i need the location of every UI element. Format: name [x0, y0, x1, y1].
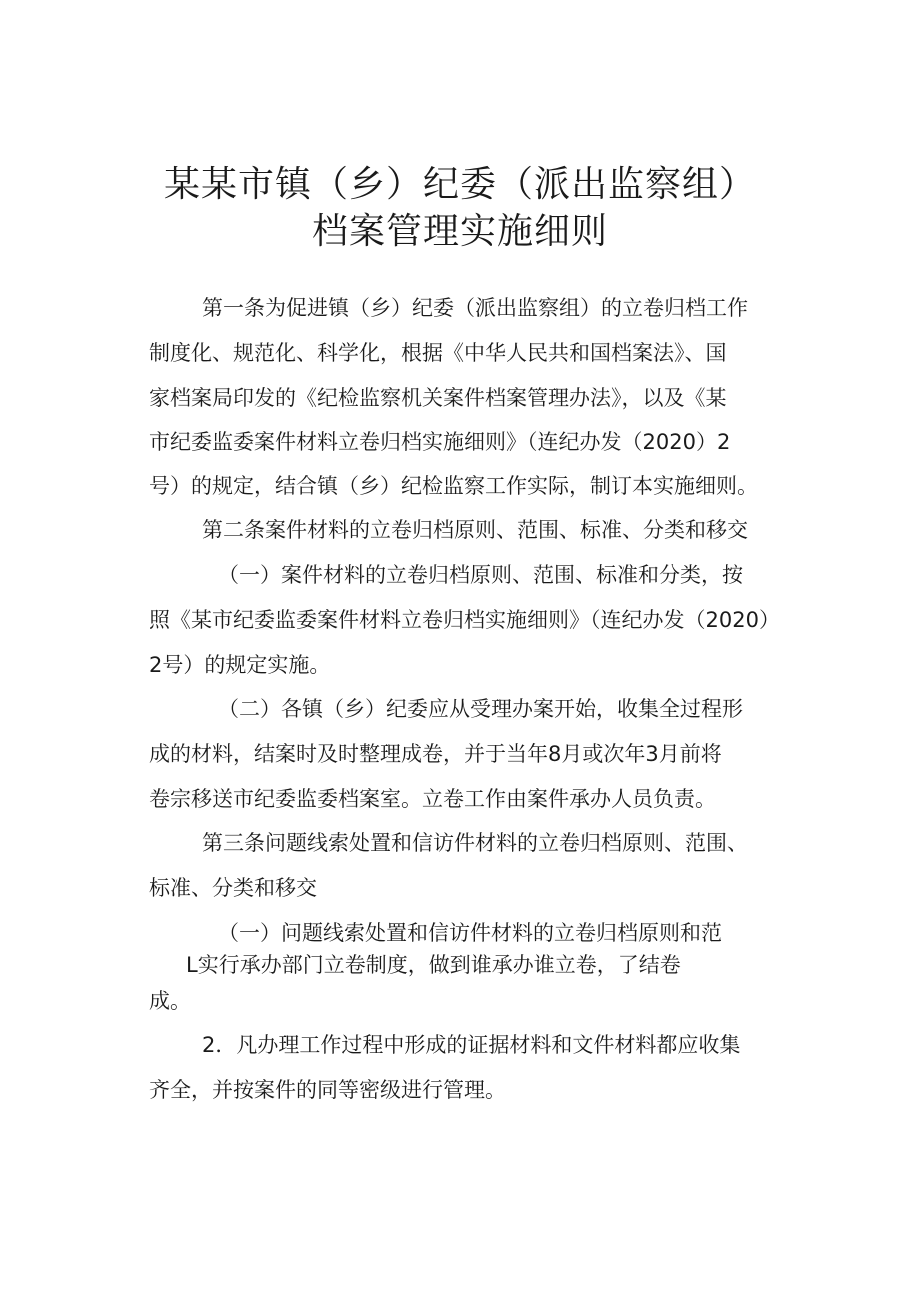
paragraph-line: （一）问题线索处置和信访件材料的立卷归档原则和范: [218, 921, 722, 945]
paragraph-line: 标准、分类和移交: [149, 876, 317, 900]
paragraph-line: 制度化、规范化、科学化，根据《中华人民共和国档案法》、国: [149, 341, 727, 365]
paragraph-line: 第一条为促进镇（乡）纪委（派出监察组）的立卷归档工作: [202, 296, 748, 320]
paragraph-line: （一）案件材料的立卷归档原则、范围、标准和分类，按: [218, 563, 743, 587]
paragraph-line: 齐全，并按案件的同等密级进行管理。: [149, 1078, 506, 1102]
paragraph-line: L实行承办部门立卷制度，做到谁承办谁立卷，了结卷: [186, 953, 681, 977]
paragraph-line: 成的材料，结案时及时整理成卷，并于当年8月或次年3月前将: [149, 742, 722, 766]
paragraph-line: 照《某市纪委监委案件材料立卷归档实施细则》（连纪办发（2020）: [149, 608, 780, 632]
document-title-line-2: 档案管理实施细则: [311, 211, 608, 252]
paragraph-line: 第三条问题线索处置和信访件材料的立卷归档原则、范围、: [202, 831, 748, 855]
paragraph-line: 2．凡办理工作过程中形成的证据材料和文件材料都应收集: [202, 1033, 741, 1057]
paragraph-line: 2号）的规定实施。: [149, 653, 331, 677]
paragraph-line: （二）各镇（乡）纪委应从受理办案开始，收集全过程形: [218, 697, 743, 721]
paragraph-line: 第二条案件材料的立卷归档原则、范围、标准、分类和移交: [202, 518, 748, 542]
paragraph-line: 卷宗移送市纪委监委档案室。立卷工作由案件承办人员负责。: [149, 787, 716, 811]
paragraph-line: 成。: [149, 989, 191, 1013]
paragraph-line: 号）的规定，结合镇（乡）纪检监察工作实际，制订本实施细则。: [149, 474, 758, 498]
paragraph-line: 家档案局印发的《纪检监察机关案件档案管理办法》，以及《某: [149, 386, 727, 410]
paragraph-line: 市纪委监委案件材料立卷归档实施细则》（连纪办发（2020）2: [149, 430, 731, 454]
document-title-line-1: 某某市镇（乡）纪委（派出监察组）: [163, 164, 756, 205]
